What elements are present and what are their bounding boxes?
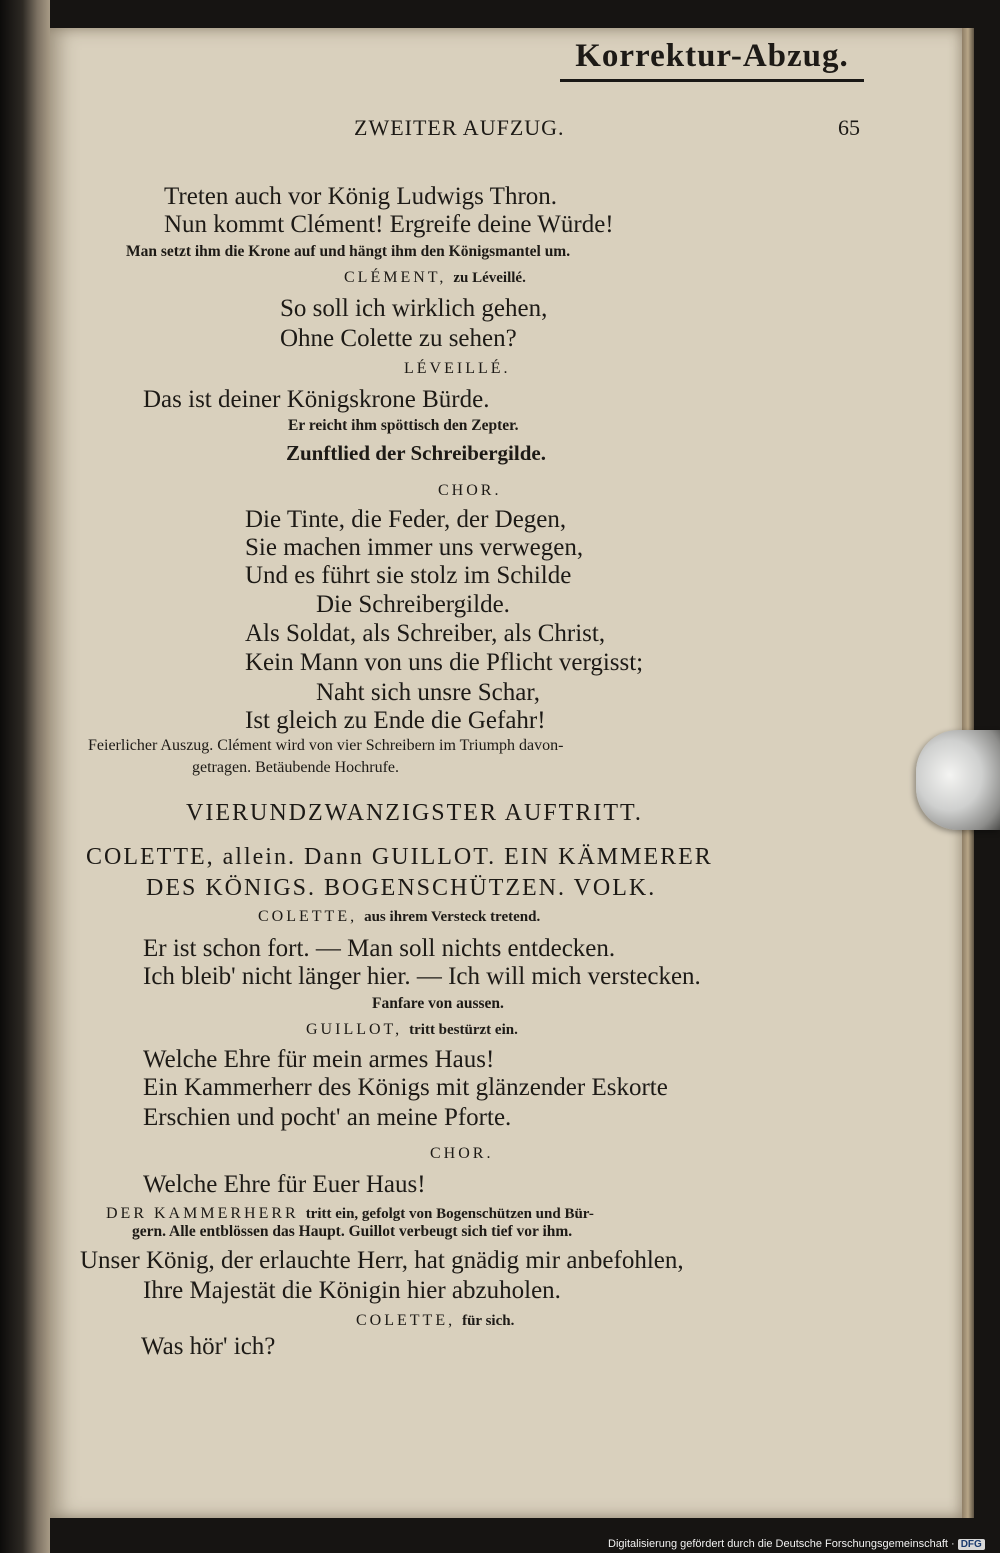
verse-line: Erschien und pocht' an meine Pforte. [143,1104,512,1131]
speaker-name: CLÉMENT, [344,269,447,286]
verse-line: Welche Ehre für mein armes Haus! [143,1046,495,1073]
speaker-note: tritt bestürzt ein. [409,1022,518,1038]
verse-line: Das ist deiner Königskrone Bürde. [143,386,490,413]
verse-line: Die Schreibergilde. [316,591,510,618]
verse-line: Er ist schon fort. — Man soll nichts entdecken. [143,935,616,962]
stage-direction: getragen. Betäubende Hochrufe. [192,759,400,776]
speaker-name: LÉVEILLÉ. [404,360,511,377]
speaker-label [106,1206,594,1222]
speaker-name: DER KAMMERHERR [106,1205,299,1222]
speaker-name: CHOR. [438,482,502,499]
speaker-label [356,1313,514,1329]
stage-direction: Feierlicher Auszug. Clément wird von vier Schreibern im Triumph davon- [88,737,564,754]
verse-line: Ohne Colette zu sehen? [280,325,517,352]
speaker-label [344,270,526,286]
running-head-title: ZWEITER AUFZUG. [354,115,565,140]
speaker-note: tritt ein, gefolgt von Bogenschützen und Bür- [305,1206,594,1222]
stage-direction: Fanfare von aussen. [372,995,504,1012]
verse-line: Unser König, der erlauchte Herr, hat gnädig mir anbefohlen, [80,1247,684,1274]
book-binding [0,0,50,1553]
speaker-label [258,909,540,925]
verse-line: Ein Kammerherr des Königs mit glänzender Eskorte [143,1074,668,1101]
verse-line: Ich bleib' nicht länger hier. — Ich will mich verstecken. [143,963,701,990]
proof-stamp: Korrektur-Abzug. [560,38,864,82]
verse-line: Und es führt sie stolz im Schilde [245,562,572,589]
verse-line: Was hör' ich? [141,1333,276,1360]
stage-direction: gern. Alle entblössen das Haupt. Guillot verbeugt sich tief vor ihm. [132,1223,573,1240]
speaker-name: COLETTE, [356,1312,456,1329]
page-clip [916,730,1000,830]
verse-line: Als Soldat, als Schreiber, als Christ, [245,620,606,647]
page-number: 65 [838,115,860,140]
song-title: Zunftlied der Schreibergilde. [286,441,546,465]
verse-line: Welche Ehre für Euer Haus! [143,1171,426,1198]
dfg-logo: DFG [958,1539,985,1550]
scene-heading: VIERUNDZWANZIGSTER AUFTRITT. [186,800,643,826]
verse-line: Ihre Majestät die Königin hier abzuholen. [143,1277,561,1304]
verse-line: Kein Mann von uns die Pflicht vergisst; [245,649,644,676]
digitization-credit [608,1538,985,1550]
cast-line: COLETTE, allein. Dann GUILLOT. EIN KÄMMERER [86,844,713,870]
stage-direction: Man setzt ihm die Krone auf und hängt ihm den Königsmantel um. [126,243,571,260]
cast-line: DES KÖNIGS. BOGENSCHÜTZEN. VOLK. [146,875,657,901]
verse-line: So soll ich wirklich gehen, [280,295,548,322]
speaker-name: CHOR. [430,1145,494,1162]
speaker-note: zu Léveillé. [453,270,526,286]
verse-line: Treten auch vor König Ludwigs Thron. [164,183,558,210]
credit-text: Digitalisierung gefördert durch die Deutsche Forschungsgemeinschaft · [608,1538,955,1550]
verse-line: Naht sich unsre Schar, [316,679,540,706]
verse-line: Nun kommt Clément! Ergreife deine Würde! [164,211,614,238]
speaker-note: für sich. [462,1313,515,1329]
speaker-label [306,1022,518,1038]
verse-line: Die Tinte, die Feder, der Degen, [245,506,567,533]
verse-line: Ist gleich zu Ende die Gefahr! [245,707,546,734]
stage-direction: Er reicht ihm spöttisch den Zepter. [288,417,519,434]
speaker-note: aus ihrem Versteck tretend. [364,909,541,925]
verse-line: Sie machen immer uns verwegen, [245,534,584,561]
speaker-name: COLETTE, [258,908,358,925]
speaker-name: GUILLOT, [306,1021,403,1038]
